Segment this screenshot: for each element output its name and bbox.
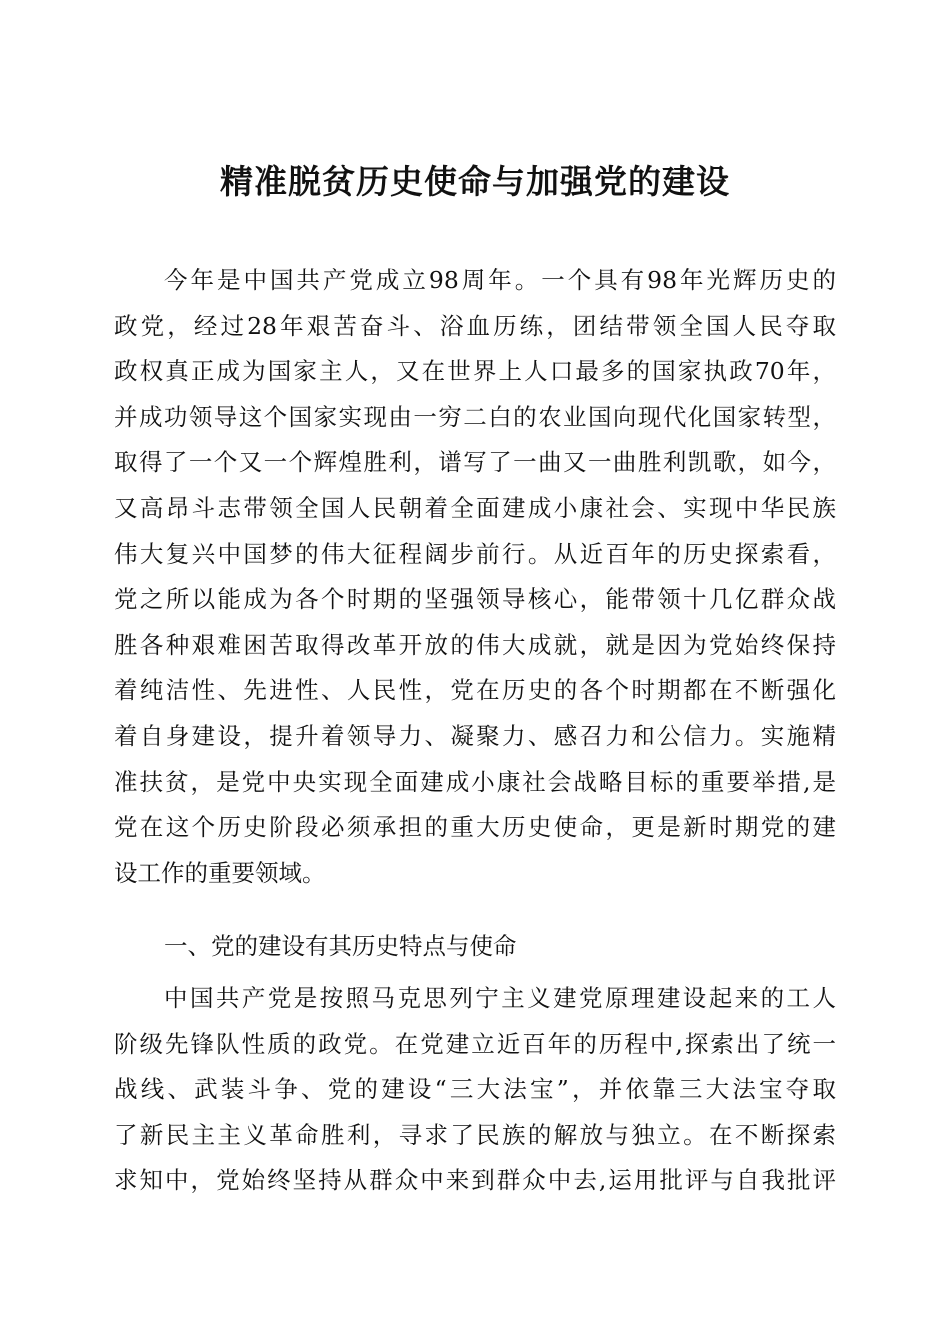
- paragraph-line: 胜各种艰难困苦取得改革开放的伟大成就，就是因为党始终保持: [114, 630, 836, 659]
- paragraph-line: 党在这个历史阶段必须承担的重大历史使命，更是新时期党的建: [114, 813, 836, 842]
- paragraph-line: 求知中，党始终坚持从群众中来到群众中去,运用批评与自我批评: [114, 1166, 836, 1195]
- paragraph-intro: [114, 258, 836, 896]
- paragraph-section-1: [114, 976, 836, 1204]
- paragraph-line: 着纯洁性、先进性、人民性，党在历史的各个时期都在不断强化: [114, 676, 836, 705]
- paragraph-line: 取得了一个又一个辉煌胜利，谱写了一曲又一曲胜利凯歌，如今，: [114, 448, 836, 477]
- paragraph-line: 政权真正成为国家主人，又在世界上人口最多的国家执政70年，: [114, 357, 836, 386]
- paragraph-line: 中国共产党是按照马克思列宁主义建党原理建设起来的工人: [164, 984, 836, 1012]
- paragraph-line: 准扶贫，是党中央实现全面建成小康社会战略目标的重要举措,是: [114, 767, 836, 796]
- paragraph-line: 阶级先锋队性质的政党。在党建立近百年的历程中,探索出了统一: [114, 1029, 836, 1058]
- document-title: 精准脱贫历史使命与加强党的建设: [220, 162, 730, 201]
- paragraph-line: 着自身建设，提升着领导力、凝聚力、感召力和公信力。实施精: [114, 721, 836, 750]
- paragraph-line: 并成功领导这个国家实现由一穷二白的农业国向现代化国家转型，: [114, 402, 836, 431]
- paragraph-line: 伟大复兴中国梦的伟大征程阔步前行。从近百年的历史探索看，: [114, 539, 836, 568]
- paragraph-line: 了新民主主义革命胜利，寻求了民族的解放与独立。在不断探索: [114, 1120, 836, 1149]
- paragraph-line: 战线、武装斗争、党的建设“三大法宝”，并依靠三大法宝夺取: [114, 1075, 836, 1104]
- paragraph-line: 政党，经过28年艰苦奋斗、浴血历练，团结带领全国人民夺取: [114, 311, 836, 340]
- paragraph-line: 又高昂斗志带领全国人民朝着全面建成小康社会、实现中华民族: [114, 493, 836, 522]
- section-heading: 一、党的建设有其历史特点与使命: [164, 932, 517, 960]
- paragraph-line: 党之所以能成为各个时期的坚强领导核心，能带领十几亿群众战: [114, 585, 836, 614]
- paragraph-line: 设工作的重要领域。: [114, 858, 326, 887]
- paragraph-line: 今年是中国共产党成立98周年。一个具有98年光辉历史的: [164, 266, 836, 294]
